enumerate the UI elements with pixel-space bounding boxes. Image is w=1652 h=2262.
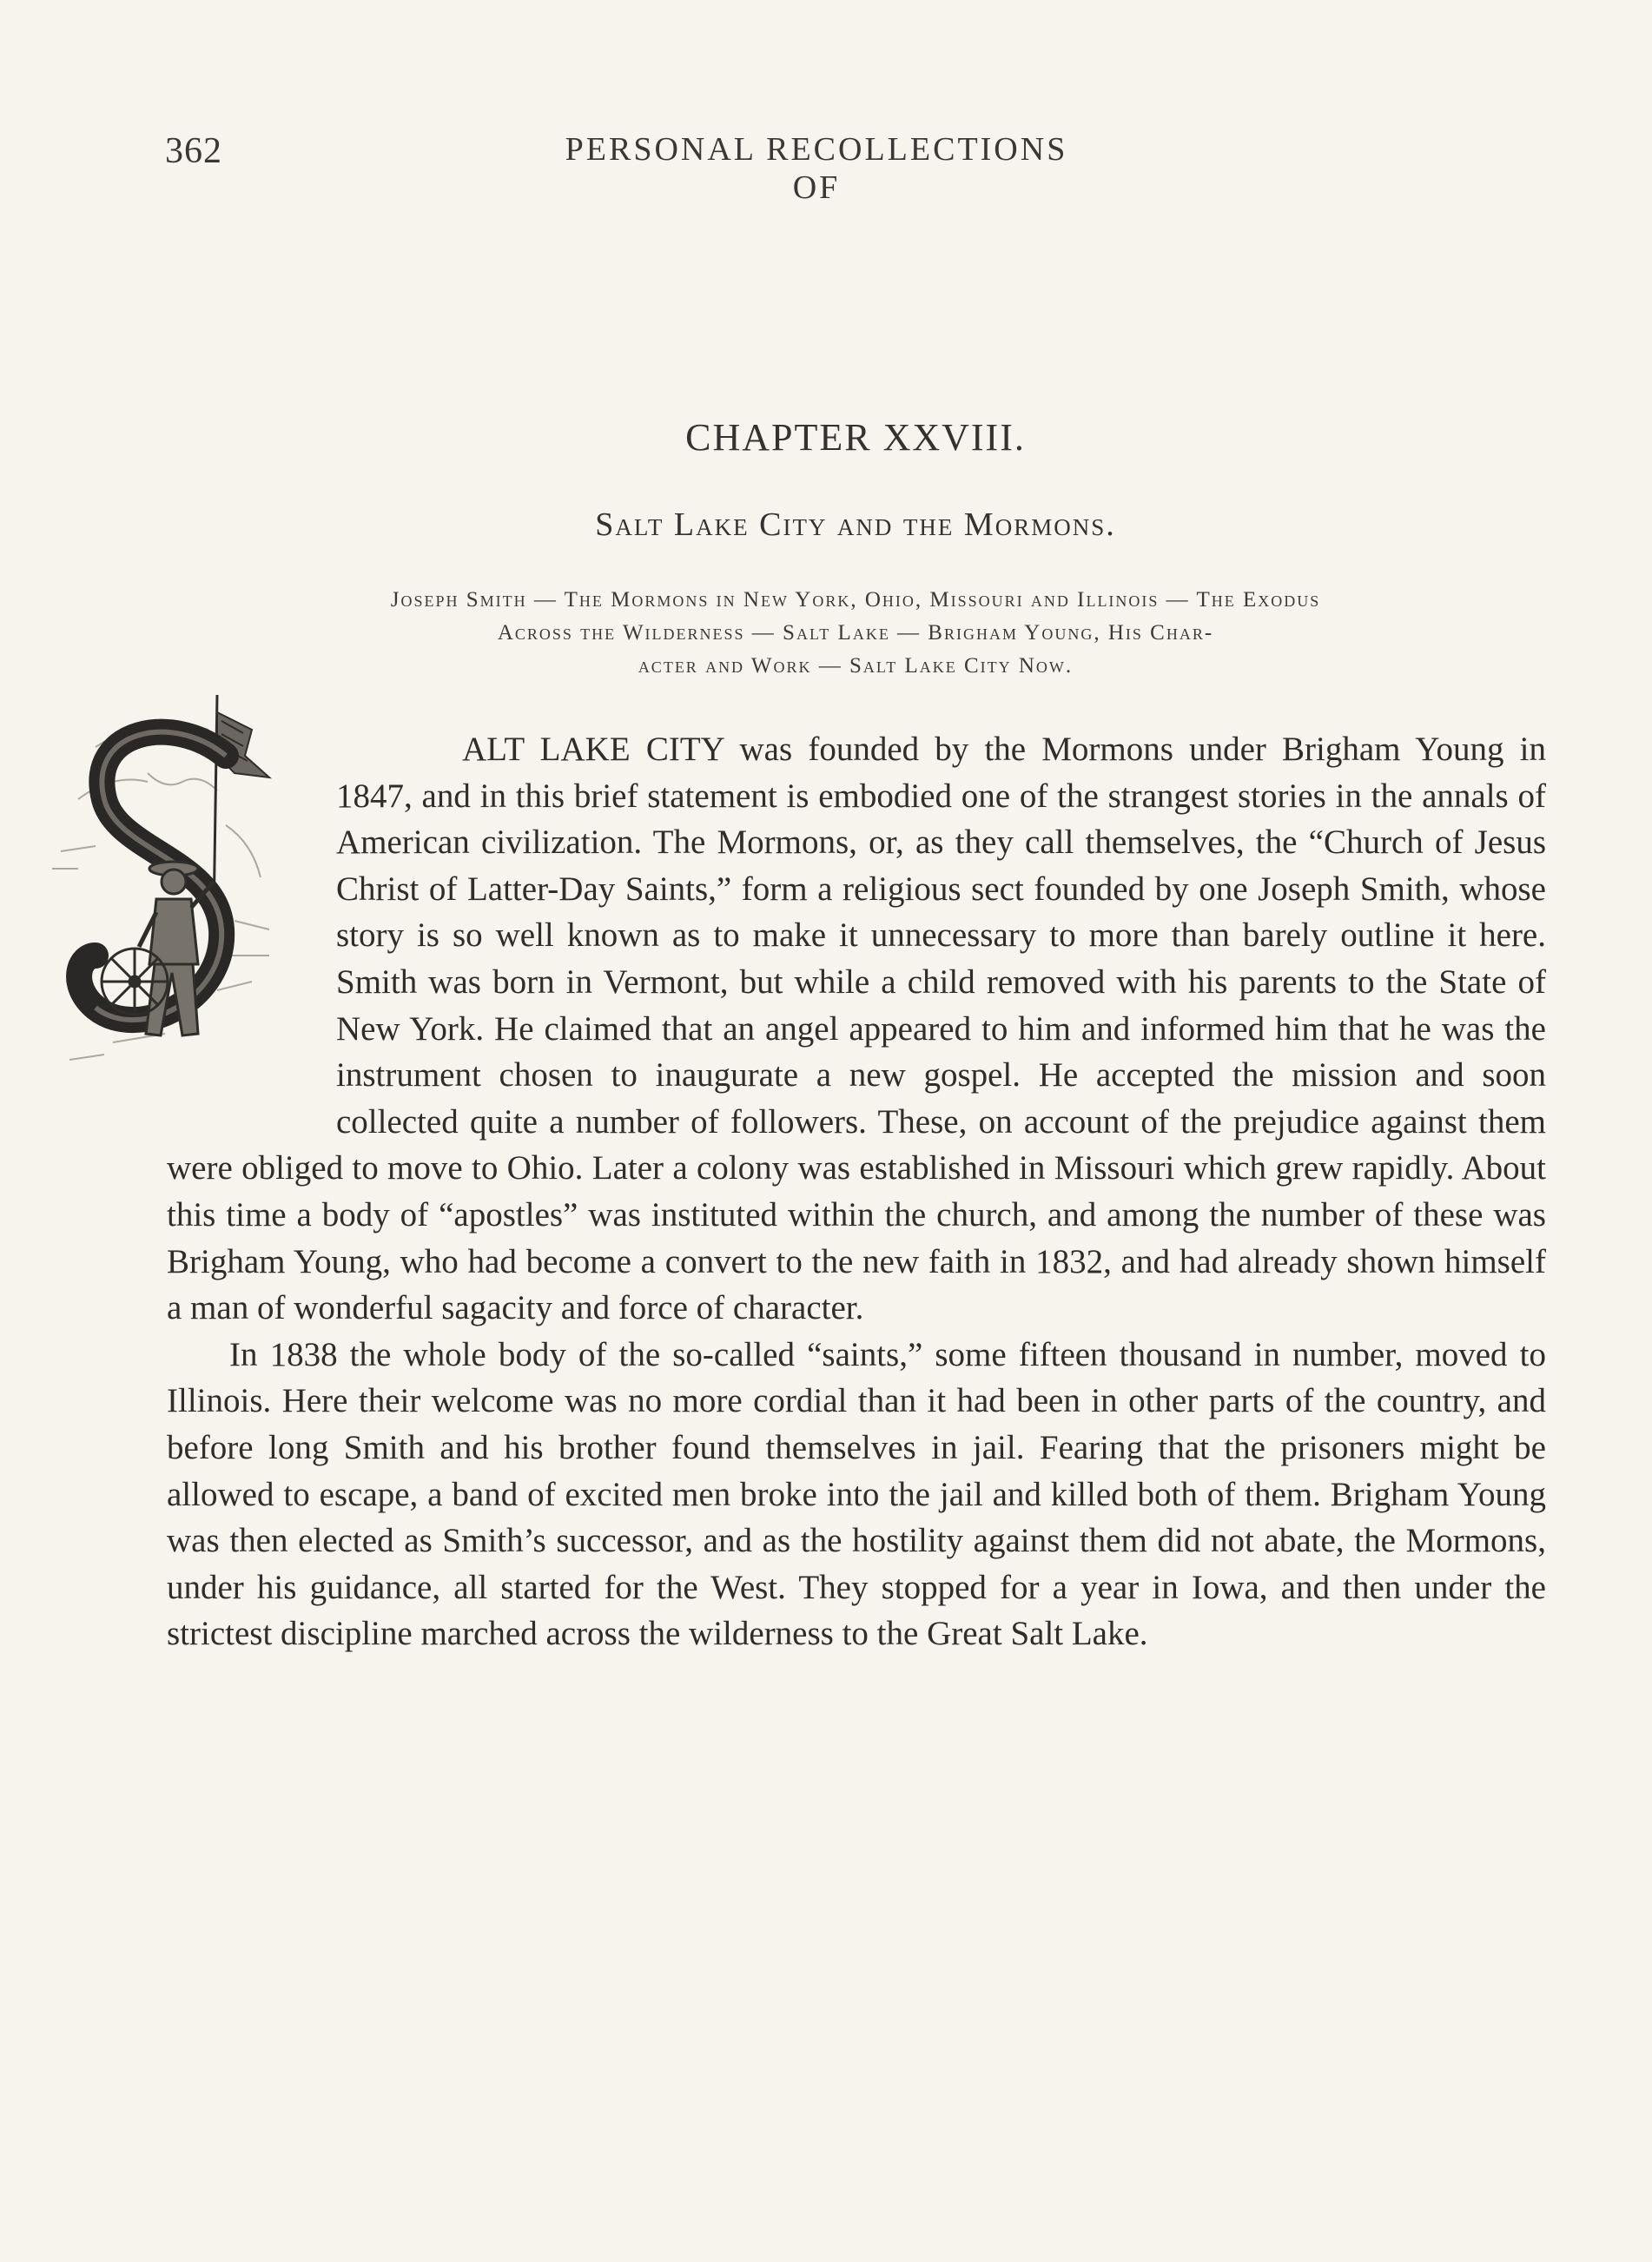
paragraph bbox=[167, 726, 1546, 1332]
running-head: PERSONAL RECOLLECTIONS OF bbox=[565, 131, 1068, 206]
chapter-synopsis bbox=[178, 584, 1533, 683]
page-header bbox=[165, 130, 1546, 206]
paragraph: In 1838 the whole body of the so-called “saints,” some fifteen thousand in number, moved to Illinois. Here their welcome was no more cordial than it had been in other parts of the country, and before long Smith and his brother found themselves in jail. Fearing that the prisoners might be allowed to escape, a band of excited men broke into the jail and killed both of them. Brigham Young was then elected as Smith’s successor, and as the hostility against them did not abate, the Mormons, under his guidance, all started for the West. They stopped for a year in Iowa, and then under the strictest discipline marched across the wilderness to the Great Salt Lake. bbox=[167, 1335, 1546, 1653]
synopsis-line: Across the Wilderness — Salt Lake — Brigham Young, His Char- bbox=[497, 621, 1214, 645]
body-text bbox=[167, 726, 1546, 1657]
page-number: 362 bbox=[165, 131, 222, 171]
chapter-subtitle: Salt Lake City and the Mormons. bbox=[595, 506, 1116, 543]
paragraph-text: ALT LAKE CITY was founded by the Mormons under Brigham Young in 1847, and in this brief statement is embodied one of the strangest stories in the annals of American civilization. The Mormons, or, as they call themselves, the “Church of Jesus Christ of Latter-Day Saints,” form a religious sect founded by one Joseph Smith, whose story is so well known as to make it unnecessary to more than barely outline it here. Smith was born in Vermont, but while a child removed with his parents to the State of New York. He claimed that an angel appeared to him and informed him that he was the instrument chosen to inaugurate a new gospel. He accepted the mission and soon collected quite a number of followers. These, on account of the prejudice against them were obliged to move to Ohio. Later a colony was established in Missouri which grew rapidly. About this time a body of “apostles” was instituted within the church, and among the number of these was Brigham Young, who had become a convert to the new faith in 1832, and had already shown himself a man of wonderful sagacity and force of character. bbox=[167, 731, 1546, 1327]
synopsis-line: acter and Work — Salt Lake City Now. bbox=[638, 654, 1074, 678]
dropcap-space bbox=[167, 726, 336, 1145]
synopsis-line: Joseph Smith — The Mormons in New York, Ohio, Missouri and Illinois — The Exodus bbox=[390, 588, 1321, 612]
chapter-title: CHAPTER XXVIII. bbox=[685, 416, 1026, 459]
